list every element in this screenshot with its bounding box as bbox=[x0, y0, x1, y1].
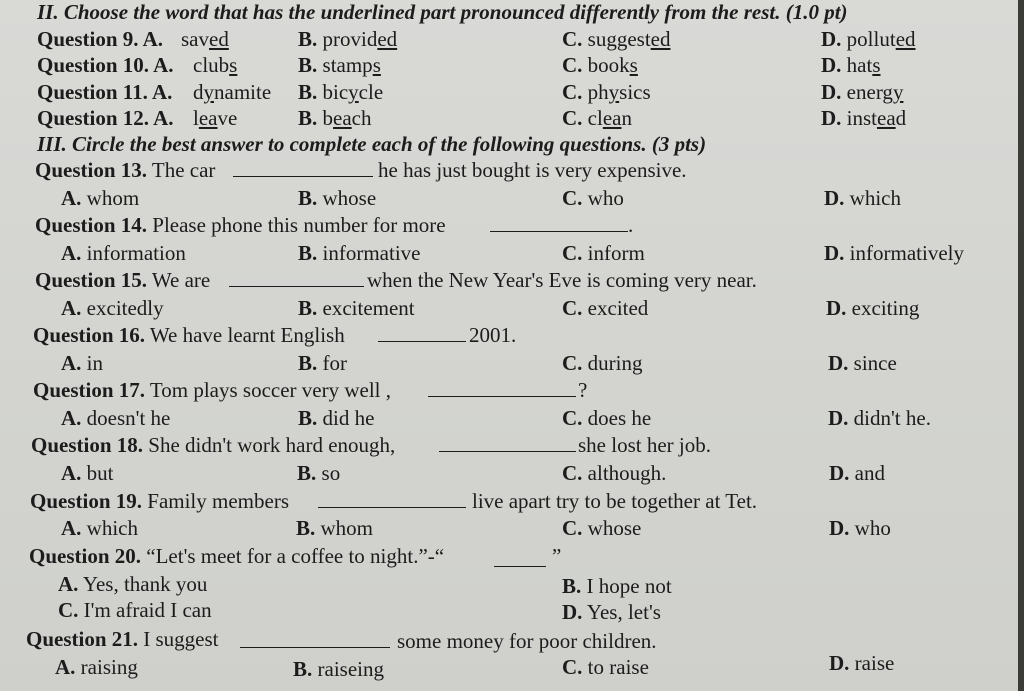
q12-option-a[interactable]: leave bbox=[193, 106, 238, 130]
q18-option-c[interactable]: C. although. bbox=[562, 461, 667, 485]
q18-answer-blank[interactable] bbox=[439, 435, 576, 452]
q17-option-b[interactable]: B. did he bbox=[298, 406, 375, 430]
q15-text-before: We are bbox=[151, 268, 211, 292]
q14-text-after: . bbox=[628, 213, 634, 237]
q16-text-after: 2001. bbox=[469, 323, 517, 347]
q19-text-before: Family members bbox=[147, 489, 289, 513]
q13-option-c[interactable]: C. who bbox=[562, 186, 624, 210]
q12-option-c[interactable]: C. clean bbox=[562, 106, 632, 130]
q13-text-before: The car bbox=[151, 158, 216, 182]
q18-option-d[interactable]: D. and bbox=[829, 461, 885, 485]
q9-option-b[interactable]: B. provided bbox=[298, 27, 398, 51]
q16-text-before: We have learnt English bbox=[149, 323, 345, 347]
q14-option-d[interactable]: D. informatively bbox=[824, 241, 964, 265]
q15-option-c[interactable]: C. excited bbox=[562, 296, 649, 320]
question-15-label: Question 15. bbox=[35, 268, 148, 292]
question-12-label: Question 12. A. bbox=[37, 106, 174, 130]
q21-answer-blank[interactable] bbox=[240, 631, 390, 648]
question-19-label: Question 19. bbox=[30, 489, 143, 513]
q21-option-c[interactable]: C. to raise bbox=[562, 655, 649, 679]
q9-option-c[interactable]: C. suggested bbox=[562, 27, 671, 51]
question-17-label: Question 17. bbox=[33, 378, 146, 402]
q20-option-b[interactable]: B. I hope not bbox=[562, 574, 672, 598]
q15-option-b[interactable]: B. excitement bbox=[298, 296, 415, 320]
q16-option-c[interactable]: C. during bbox=[562, 351, 643, 375]
q19-option-a[interactable]: A. which bbox=[61, 516, 138, 540]
section-3-title: III. Circle the best answer to complete each of the following questions. (3 pts) bbox=[37, 132, 707, 156]
q17-text-before: Tom plays soccer very well , bbox=[149, 378, 392, 402]
q20-text-before: “Let's meet for a coffee to night.”-“ bbox=[146, 544, 445, 568]
q16-answer-blank[interactable] bbox=[378, 325, 466, 342]
question-14-label: Question 14. bbox=[35, 213, 148, 237]
q11-option-a[interactable]: dynamite bbox=[193, 80, 272, 104]
q19-answer-blank[interactable] bbox=[318, 491, 466, 508]
question-20-label: Question 20. bbox=[29, 544, 142, 568]
photo-edge-shadow bbox=[1018, 0, 1024, 691]
q14-answer-blank[interactable] bbox=[490, 215, 628, 232]
q17-option-d[interactable]: D. didn't he. bbox=[828, 406, 931, 430]
q20-option-d[interactable]: D. Yes, let's bbox=[562, 600, 661, 624]
question-16-label: Question 16. bbox=[33, 323, 146, 347]
q14-text-before: Please phone this number for more bbox=[152, 213, 446, 237]
q17-text-after: ? bbox=[578, 378, 588, 402]
q9-option-a[interactable]: saved bbox=[181, 27, 229, 51]
question-11-label: Question 11. A. bbox=[37, 80, 173, 104]
q11-option-c[interactable]: C. physics bbox=[562, 80, 651, 104]
question-9-label: Question 9. A. bbox=[37, 27, 164, 51]
question-13-label: Question 13. bbox=[35, 158, 148, 182]
q20-option-c[interactable]: C. I'm afraid I can bbox=[58, 598, 212, 622]
q18-option-b[interactable]: B. so bbox=[297, 461, 341, 485]
q11-option-b[interactable]: B. bicycle bbox=[298, 80, 384, 104]
q10-option-c[interactable]: C. books bbox=[562, 53, 638, 77]
q15-text-after: when the New Year's Eve is coming very near. bbox=[367, 268, 757, 292]
q17-option-c[interactable]: C. does he bbox=[562, 406, 652, 430]
q10-option-b[interactable]: B. stamps bbox=[298, 53, 381, 77]
q16-option-d[interactable]: D. since bbox=[828, 351, 897, 375]
question-21-label: Question 21. bbox=[26, 627, 139, 651]
q19-option-c[interactable]: C. whose bbox=[562, 516, 642, 540]
q10-option-d[interactable]: D. hats bbox=[821, 53, 881, 77]
q15-option-d[interactable]: D. exciting bbox=[826, 296, 920, 320]
q18-option-a[interactable]: A. but bbox=[61, 461, 114, 485]
section-2-title: II. Choose the word that has the underlined part pronounced differently from the rest. (1.0 pt) bbox=[37, 0, 848, 24]
q15-answer-blank[interactable] bbox=[229, 270, 364, 287]
q15-option-a[interactable]: A. excitedly bbox=[61, 296, 164, 320]
q17-answer-blank[interactable] bbox=[428, 380, 576, 397]
q13-option-b[interactable]: B. whose bbox=[298, 186, 377, 210]
q16-option-a[interactable]: A. in bbox=[61, 351, 104, 375]
q18-text-after: she lost her job. bbox=[578, 433, 711, 457]
q14-option-a[interactable]: A. information bbox=[61, 241, 186, 265]
q11-option-d[interactable]: D. energy bbox=[821, 80, 904, 104]
q9-option-d[interactable]: D. polluted bbox=[821, 27, 916, 51]
q21-option-a[interactable]: A. raising bbox=[55, 655, 138, 679]
q13-text-after: he has just bought is very expensive. bbox=[378, 158, 687, 182]
q14-option-c[interactable]: C. inform bbox=[562, 241, 645, 265]
question-10-label: Question 10. A. bbox=[37, 53, 174, 77]
q20-text-after: ” bbox=[552, 544, 562, 568]
q12-option-d[interactable]: D. instead bbox=[821, 106, 907, 130]
q21-text-before: I suggest bbox=[143, 627, 219, 651]
q13-answer-blank[interactable] bbox=[233, 160, 373, 177]
q21-text-after: some money for poor children. bbox=[397, 629, 657, 653]
q18-text-before: She didn't work hard enough, bbox=[148, 433, 396, 457]
q17-option-a[interactable]: A. doesn't he bbox=[61, 406, 171, 430]
q14-option-b[interactable]: B. informative bbox=[298, 241, 421, 265]
question-18-label: Question 18. bbox=[31, 433, 144, 457]
q13-option-a[interactable]: A. whom bbox=[61, 186, 140, 210]
q10-option-a[interactable]: clubs bbox=[193, 53, 238, 77]
q16-option-b[interactable]: B. for bbox=[298, 351, 348, 375]
q12-option-b[interactable]: B. beach bbox=[298, 106, 372, 130]
q21-option-b[interactable]: B. raiseing bbox=[293, 657, 384, 681]
q13-option-d[interactable]: D. which bbox=[824, 186, 901, 210]
q20-option-a[interactable]: A. Yes, thank you bbox=[58, 572, 208, 596]
q19-text-after: live apart try to be together at Tet. bbox=[472, 489, 758, 513]
q19-option-d[interactable]: D. who bbox=[829, 516, 891, 540]
q20-answer-blank[interactable] bbox=[494, 550, 546, 567]
q19-option-b[interactable]: B. whom bbox=[296, 516, 374, 540]
q21-option-d[interactable]: D. raise bbox=[829, 651, 895, 675]
